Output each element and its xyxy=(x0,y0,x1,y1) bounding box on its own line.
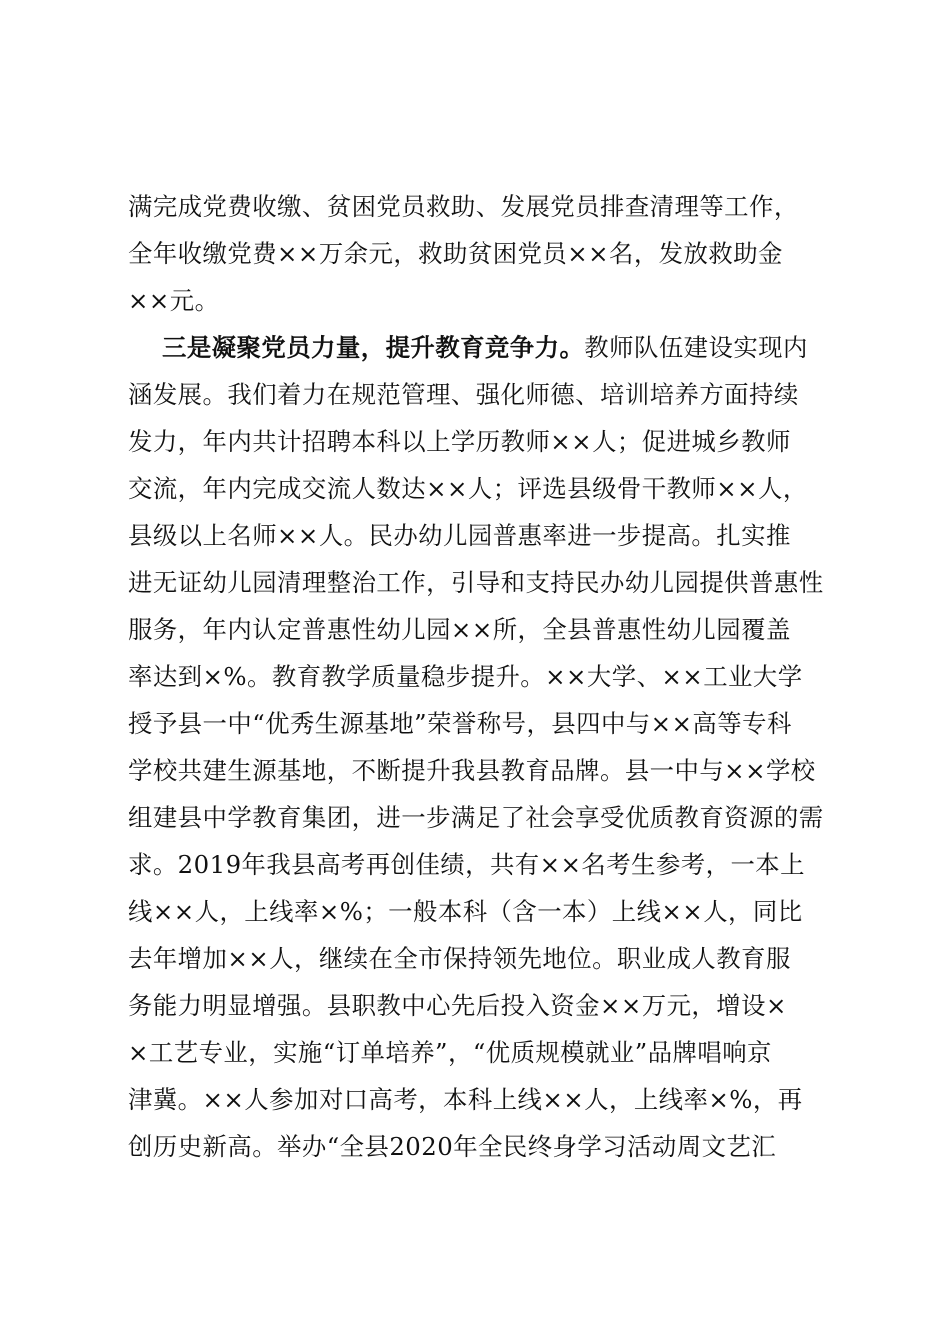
text-line: 求。2019年我县高考再创佳绩，共有××名考生参考，一本上 xyxy=(128,850,805,879)
text-line: 津冀。××人参加对口高考，本科上线××人，上线率×%，再 xyxy=(128,1085,803,1114)
paragraph-heading: 三是凝聚党员力量，提升教育竞争力。 xyxy=(162,333,585,362)
text-line: 全年收缴党费××万余元，救助贫困党员××名，发放救助金 xyxy=(128,239,783,268)
text-line: 组建县中学教育集团，进一步满足了社会享受优质教育资源的需 xyxy=(128,803,824,832)
text-line: 授予县一中“优秀生源基地”荣誉称号，县四中与××高等专科 xyxy=(128,709,792,738)
text-line: 学校共建生源基地，不断提升我县教育品牌。县一中与××学校 xyxy=(128,756,816,785)
text-line: 满完成党费收缴、贫困党员救助、发展党员排查清理等工作， xyxy=(128,192,799,221)
text-line: 发力，年内共计招聘本科以上学历教师××人；促进城乡教师 xyxy=(128,427,791,456)
text-line: ×工艺专业，实施“订单培养”，“优质规模就业”品牌唱响京 xyxy=(128,1038,772,1067)
text-line: 务能力明显增强。县职教中心先后投入资金××万元，增设× xyxy=(128,991,787,1020)
body-text xyxy=(128,183,828,1170)
text-line: ××元。 xyxy=(128,286,220,315)
text-line: 服务，年内认定普惠性幼儿园××所，全县普惠性幼儿园覆盖 xyxy=(128,615,791,644)
text-line: 去年增加××人，继续在全市保持领先地位。职业成人教育服 xyxy=(128,944,791,973)
paragraph-1 xyxy=(128,183,828,324)
paragraph-2 xyxy=(128,324,828,1170)
text-line: 县级以上名师××人。民办幼儿园普惠率进一步提高。扎实推 xyxy=(128,521,791,550)
text-line: 涵发展。我们着力在规范管理、强化师德、培训培养方面持续 xyxy=(128,380,799,409)
text-line: 进无证幼儿园清理整治工作，引导和支持民办幼儿园提供普惠性 xyxy=(128,568,824,597)
text-line: 交流，年内完成交流人数达××人；评选县级骨干教师××人， xyxy=(128,474,808,503)
text-line: 率达到×%。教育教学质量稳步提升。××大学、××工业大学 xyxy=(128,662,803,691)
text-line: 线××人，上线率×%；一般本科（含一本）上线××人，同比 xyxy=(128,897,803,926)
text-line: 创历史新高。举办“全县2020年全民终身学习活动周文艺汇 xyxy=(128,1132,777,1161)
text-line-first xyxy=(128,324,828,371)
text-line-rest: 教师队伍建设实现内 xyxy=(584,333,808,362)
